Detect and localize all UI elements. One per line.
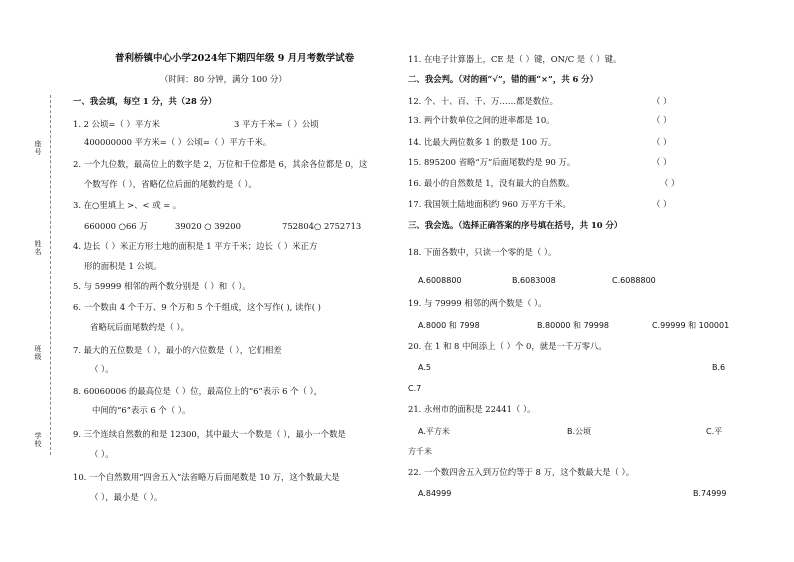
question-5: 5. 与 59999 相邻的两个数分别是（ ）和（ ）。 [73,281,251,291]
question-8b: 中间的“6”表示 6 个（ ）。 [92,405,191,415]
question-6a: 6. 一个数由 4 个千万、9 个万和 5 个千组成，这个写作( ), 读作( ) [73,302,321,312]
school-label: 学校 [34,432,42,448]
option-19c: C.99999 和 100001 [652,321,730,330]
name-field [32,240,44,256]
question-1b: 3 平方千米=（ ）公顷 [234,119,319,129]
option-18c: C.6088800 [612,276,656,285]
school-field [32,432,44,448]
question-11: 11. 在电子计算器上，CE 是（ ）键，ON/C 是（ ）键。 [408,54,622,64]
question-1a: 1. 2 公顷=（ ）平方米 [73,119,160,129]
section-1-heading: 一、我会填，每空 1 分，共（28 分） [73,96,217,106]
question-20: 20. 在 1 和 8 中间添上（ ）个 0，就是一千万零八。 [408,341,607,351]
question-19: 19. 与 79999 相邻的两个数是（ ）。 [408,298,547,308]
exam-no-field [32,140,44,156]
question-4b: 形的面积是 1 公顷。 [84,261,162,271]
question-14: 14. 比最大两位数多 1 的数是 100 万。 [408,137,557,147]
section-3-heading: 三、我会选。（选择正确答案的序号填在括号，共 10 分） [408,220,623,230]
option-18b: B.6083008 [512,276,556,285]
answer-paren-15: （ ） [652,157,672,167]
exam-no-label: 座号 [34,140,42,156]
option-22b: B.74999 [693,489,727,498]
option-22a: A.84999 [418,489,452,498]
question-8a: 8. 60060006 的最高位是（ ）位，最高位上的“6”表示 6 个（ ）， [73,386,323,396]
class-label: 班级 [34,345,42,361]
question-9b: （ ）。 [90,449,114,459]
question-3c: 752804○ 2752713 [282,221,362,231]
question-3a: 660000 ○66 万 [84,221,148,231]
name-label: 姓名 [34,240,42,256]
option-21b: B.公顷 [567,427,592,436]
question-16: 16. 最小的自然数是 1，没有最大的自然数。 [408,178,575,188]
question-3b: 39020 ○ 39200 [175,221,241,231]
option-20b: B.6 [712,363,726,372]
section-2-heading: 二、我会判。（对的画“√”，错的画“×”，共 6 分） [408,74,599,84]
question-13: 13. 两个计数单位之间的进率都是 10。 [408,115,555,125]
question-7a: 7. 最大的五位数是（ ），最小的六位数是（ ），它们相差 [73,345,282,355]
question-18: 18. 下面各数中，只读一个零的是（ ）。 [408,247,557,257]
question-6b: 省略玩后面尾数约是（ ）。 [90,322,189,332]
option-18a: A.6008800 [418,276,462,285]
answer-paren-16: （ ） [660,178,680,188]
question-12: 12. 个、十、百、千、万……都是数位。 [408,96,558,106]
answer-paren-17: （ ） [652,199,672,209]
question-10a: 10. 一个自然数用“四舍五入”法省略万后面尾数是 10 万，这个数最大是 [73,472,340,482]
question-21: 21. 永州市的面积是 22441（ ）。 [408,404,536,414]
answer-paren-12: （ ） [652,96,672,106]
page-title: 普利桥镇中心小学2024年下期四年级 9 月月考数学试卷 [115,53,355,64]
option-21c-part2: 方千米 [408,447,432,456]
answer-paren-14: （ ） [652,137,672,147]
question-7b: （ ）。 [90,364,114,374]
question-15: 15. 895200 省略“万”后面尾数约是 90 万。 [408,157,576,167]
question-10b: （ ），最小是（ ）。 [90,492,163,502]
question-4a: 4. 边长（ ）米正方形土地的面积是 1 平方千米；边长（ ）米正方 [73,241,318,251]
question-2a: 2. 一个九位数，最高位上的数字是 2，万位和千位都是 6，其余各位都是 0，这 [73,159,368,169]
class-field [32,345,44,361]
answer-paren-13: （ ） [652,115,672,125]
option-19a: A.8000 和 7998 [418,321,480,330]
binding-line [50,95,51,455]
question-3: 3. 在○里填上 >、< 或 = 。 [73,200,182,210]
page-subtitle: （时间：80 分钟，满分 100 分） [160,74,287,84]
question-2b: 个数写作（ ），省略亿位后面的尾数约是（ ）。 [84,179,257,189]
option-19b: B.80000 和 79998 [537,321,610,330]
question-1c: 400000000 平方米=（ ）公顷=（ ）平方千米。 [84,137,272,147]
option-20c: C.7 [408,384,422,393]
question-17: 17. 我国领土陆地面积约 960 万平方千米。 [408,199,571,209]
option-20a: A.5 [418,363,431,372]
option-21c-part1: C.平 [706,427,723,436]
option-21a: A.平方米 [418,427,450,436]
question-22: 22. 一个数四舍五入到万位约等于 8 万，这个数最大是（ ）。 [408,467,635,477]
question-9: 9. 三个连续自然数的和是 12300，其中最大一个数是（ ），最小一个数是 [73,429,346,439]
